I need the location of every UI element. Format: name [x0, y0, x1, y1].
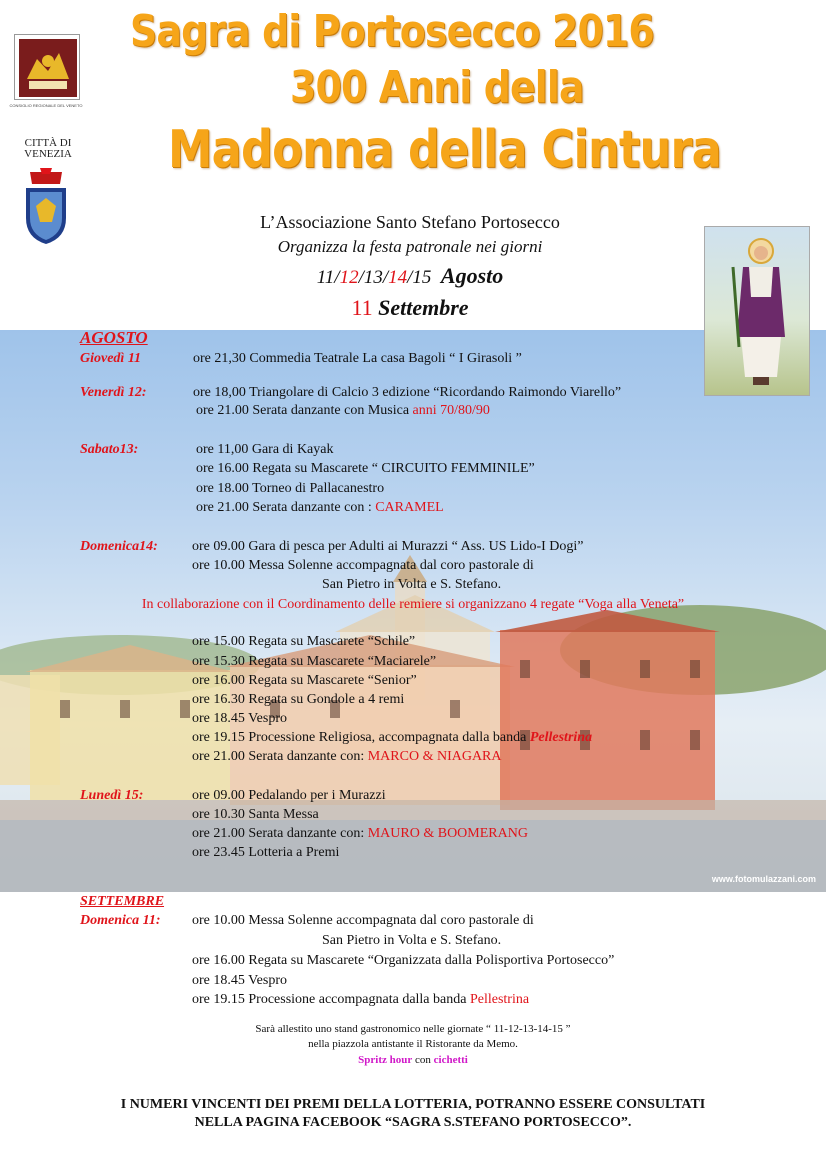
event-settembre-5-highlight: Pellestrina: [469, 992, 530, 1007]
spritz-line: [0, 1054, 826, 1067]
spritz-connector: con: [412, 1054, 434, 1066]
day-15: /15: [407, 267, 432, 288]
photo-credit: www.fotomulazzani.com: [711, 874, 816, 884]
event-settembre-2: San Pietro in Volta e S. Stefano.: [322, 933, 502, 948]
day-13: /13/: [358, 267, 389, 288]
title-line-1: Sagra di Portosecco 2016: [130, 6, 654, 57]
event-sabato-4-text: ore 21.00 Serata danzante con :: [196, 500, 376, 515]
event-domenica-1: ore 09.00 Gara di pesca per Adulti ai Murazzi “ Ass. US Lido-I Dogi”: [192, 539, 584, 554]
crest-caption: CONSIGLIO REGIONALE DEL VENETO: [9, 103, 83, 108]
event-venerdi-2-text: ore 21.00 Serata danzante con Musica: [196, 403, 413, 418]
event-serata-domenica-text: ore 21.00 Serata danzante con:: [192, 749, 368, 764]
regional-council-crest: [14, 34, 80, 100]
event-vespro: ore 18.45 Vespro: [192, 711, 288, 726]
day-label-domenica-11: Domenica 11:: [80, 913, 161, 928]
event-lunedi-3-highlight: MAURO & BOOMERANG: [367, 826, 528, 841]
day-12: 12: [339, 267, 359, 288]
day-label-venerdi: Venerdì 12:: [80, 385, 147, 400]
saint-stephen-picture: [704, 226, 810, 396]
event-regata-4: ore 16.30 Regata su Gondole a 4 remi: [192, 692, 405, 707]
month-august: Agosto: [440, 263, 504, 288]
event-sabato-2: ore 16.00 Regata su Mascarete “ CIRCUITO FEMMINILE”: [196, 461, 535, 476]
city-label: [18, 138, 78, 160]
september-day: 11: [351, 295, 373, 320]
stand-note-1: Sarà allestito uno stand gastronomico nelle giornate “ 11-12-13-14-15 ”: [255, 1023, 571, 1035]
day-14: 14: [388, 267, 408, 288]
lottery-note-2: NELLA PAGINA FACEBOOK “SAGRA S.STEFANO PORTOSECCO”.: [194, 1115, 632, 1130]
lottery-note-1: I NUMERI VINCENTI DEI PREMI DELLA LOTTERIA, POTRANNO ESSERE CONSULTATI: [120, 1097, 706, 1112]
day-label-giovedi: Giovedì 11: [80, 351, 142, 366]
association-name: L’Associazione Santo Stefano Portosecco: [260, 212, 560, 232]
collaboration-note: In collaborazione con il Coordinamento delle remiere si organizzano 4 regate “Voga alla Veneta”: [141, 597, 685, 612]
saint-figure: [705, 227, 810, 396]
day-label-domenica: Domenica14:: [80, 539, 158, 554]
title-line-2: 300 Anni della: [290, 62, 584, 113]
organizes-text: Organizza la festa patronale nei giorni: [277, 237, 543, 256]
venice-shield-icon: [20, 166, 72, 246]
day-label-sabato: Sabato13:: [80, 442, 139, 457]
event-serata-domenica: [192, 748, 502, 765]
event-venerdi-2-highlight: anni 70/80/90: [412, 403, 490, 418]
title-line-3: Madonna della Cintura: [168, 120, 721, 180]
event-lunedi-2: ore 10.30 Santa Messa: [192, 807, 319, 822]
event-lunedi-3-text: ore 21.00 Serata danzante con:: [192, 826, 368, 841]
event-venerdi-2: [196, 402, 490, 419]
winged-lion-icon: [15, 35, 81, 101]
spritz-hour: Spritz hour: [358, 1054, 413, 1066]
event-processione: [192, 729, 592, 746]
event-settembre-5: [192, 991, 529, 1008]
event-sabato-4: [196, 499, 444, 516]
event-serata-domenica-highlight: MARCO & NIAGARA: [367, 749, 502, 764]
event-giovedi-1: ore 21,30 Commedia Teatrale La casa Bagoli “ I Girasoli ”: [193, 351, 522, 366]
event-settembre-4: ore 18.45 Vespro: [192, 973, 288, 988]
event-regata-2: ore 15.30 Regata su Mascarete “Maciarele”: [192, 654, 437, 669]
event-settembre-3: ore 16.00 Regata su Mascarete “Organizzata dalla Polisportiva Portosecco”: [192, 953, 615, 968]
event-domenica-3: San Pietro in Volta e S. Stefano.: [322, 577, 502, 592]
event-sabato-4-highlight: CARAMEL: [375, 500, 444, 515]
agosto-heading: AGOSTO: [80, 328, 148, 347]
event-domenica-2: ore 10.00 Messa Solenne accompagnata dal coro pastorale di: [192, 558, 534, 573]
event-processione-text: ore 19.15 Processione Religiosa, accompagnata dalla banda: [192, 730, 530, 745]
city-label-line-1: CITTÀ DI: [24, 137, 72, 149]
event-regata-1: ore 15.00 Regata su Mascarete “Schile”: [192, 634, 416, 649]
september-date: [160, 295, 660, 321]
settembre-heading: SETTEMBRE: [80, 894, 165, 909]
spritz-cichetti: cichetti: [433, 1054, 468, 1066]
day-label-lunedi: Lunedì 15:: [80, 788, 144, 803]
event-lunedi-1: ore 09.00 Pedalando per i Murazzi: [192, 788, 386, 803]
city-label-line-2: VENEZIA: [24, 148, 72, 160]
event-lunedi-4: ore 23.45 Lotteria a Premi: [192, 845, 340, 860]
august-dates: [160, 263, 660, 289]
month-september: Settembre: [378, 295, 469, 320]
event-sabato-1: ore 11,00 Gara di Kayak: [196, 442, 334, 457]
stand-note-2: nella piazzola antistante il Ristorante da Memo.: [308, 1038, 518, 1050]
event-regata-3: ore 16.00 Regata su Mascarete “Senior”: [192, 673, 417, 688]
event-settembre-5-text: ore 19.15 Processione accompagnata dalla banda: [192, 992, 470, 1007]
event-lunedi-3: [192, 825, 528, 842]
event-processione-highlight: Pellestrina: [529, 730, 593, 745]
venezia-crest: [20, 166, 72, 246]
event-venerdi-1: ore 18,00 Triangolare di Calcio 3 edizione “Ricordando Raimondo Viarello”: [193, 385, 622, 400]
event-sabato-3: ore 18.00 Torneo di Pallacanestro: [196, 481, 385, 496]
day-11: 11/: [316, 267, 340, 288]
event-settembre-1: ore 10.00 Messa Solenne accompagnata dal coro pastorale di: [192, 913, 534, 928]
